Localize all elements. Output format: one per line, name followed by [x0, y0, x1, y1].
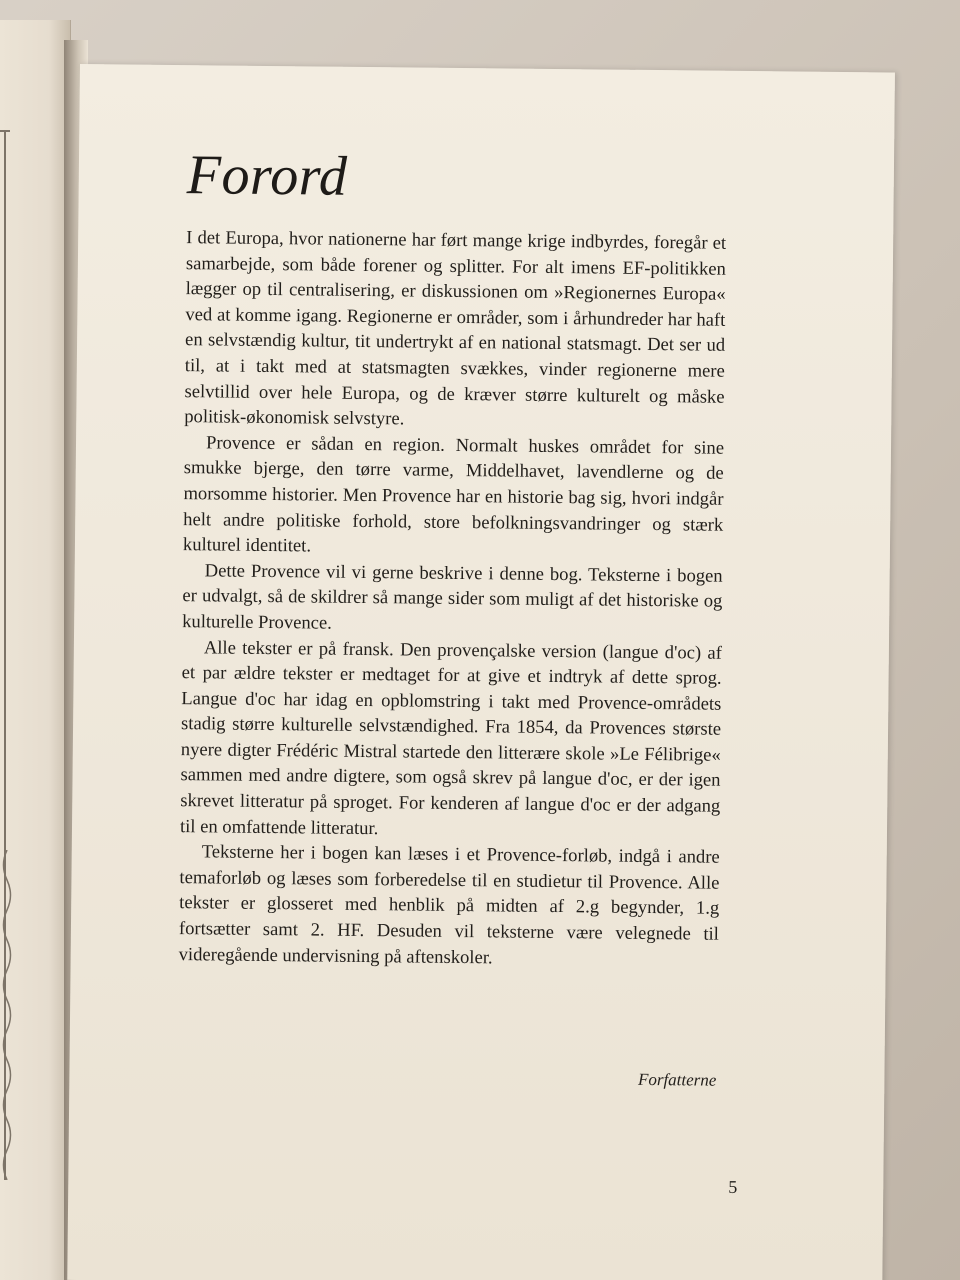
page-number: 5 — [728, 1176, 738, 1197]
paragraph: I det Europa, hvor nationerne har ført mange krige indbyrdes, foregår et samarbejde, som både forener og splitter. For alt imens EF-politikken lægger op til centralisering, er diskussionen om »Regionernes Europa« ved at komme igang. Regionerne er områder, som i århundreder har haft en selvstændig kultur, tit undertrykt af en national statsmagt. Det ser ud til, at i takt med at statsmagten svækkes, vinder regionerne mere selvtillid over hele Europa, og de kræver større kulturelt og måske politisk-økonomisk selvstyre. — [184, 227, 727, 430]
paragraph: Dette Provence vil vi gerne beskrive i denne bog. Teksterne i bogen er udvalgt, så de skildrer så mange sider som muligt af det historiske og kulturelle Provence. — [182, 560, 723, 634]
book-page — [67, 64, 895, 1280]
body-text — [179, 225, 727, 973]
left-facing-page — [0, 20, 71, 1280]
paragraph: Alle tekster er på fransk. Den provençalske version (langue d'oc) af et par ældre tekster er medtaget for at give et indtryk af dette sprog. Langue d'oc har idag en opblomstring i takt med Provence-områdets stadig større kulturelle selvstændighed. Fra 1854, da Provences største nyere digter Frédéric Mistral startede den litterære skole »Le Félibrige« sammen med andre digtere, som også skrev på langue d'oc, er der igen skrevet litteratur på sproget. For kenderen af langue d'oc er der adgang til en omfattende litteratur. — [179, 636, 722, 839]
decorative-border-icon — [0, 850, 14, 1180]
paragraph: Teksterne her i bogen kan læses i et Provence-forløb, indgå i andre temaforløb og læses som forberedelse til en studietur til Provence. Alle tekster er glosseret med henblik på midten af 2.g begynder, 1.g fortsætter samt 2. HF. Desuden vil teksterne være velegnede til videregående undervisning på aftenskoler. — [178, 841, 720, 968]
paragraph: Provence er sådan en region. Normalt huskes området for sine smukke bjerge, den tørre varme, Middelhavet, lavendlerne og de morsomme historier. Men Provence har en historie bag sig, hvori indgår helt andre politiske forhold, store befolkningsvandringer og stærk kulturel identitet. — [182, 432, 725, 557]
signature: Forfatterne — [637, 1069, 717, 1090]
page-title: Forord — [186, 144, 348, 208]
page-border-corner — [0, 130, 10, 132]
